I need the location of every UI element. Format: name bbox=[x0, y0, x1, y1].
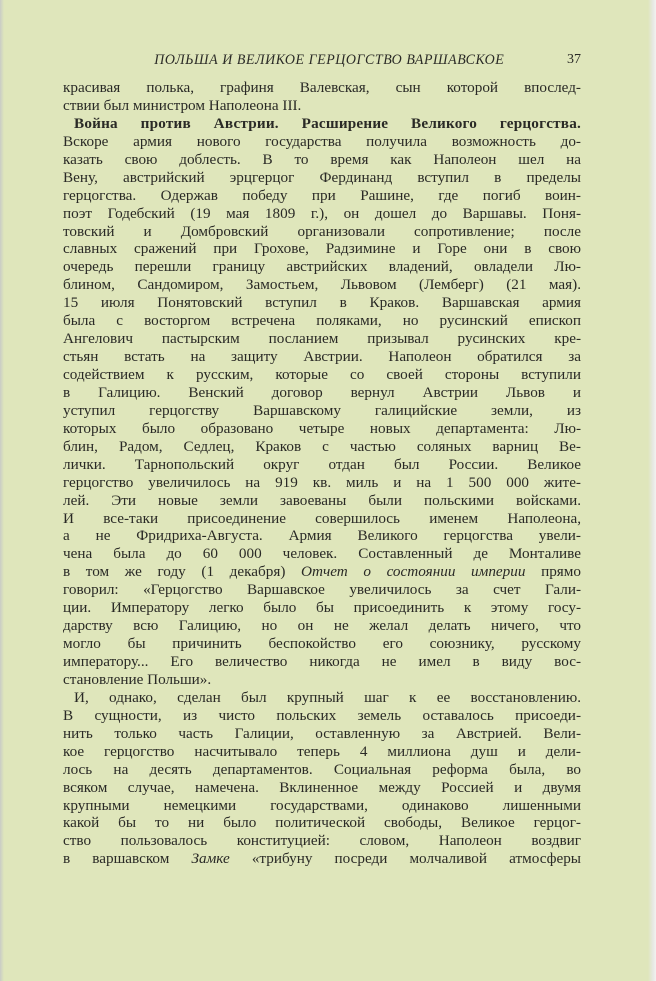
text-line: товский и Домбровский организовали сопротивление; после bbox=[63, 222, 581, 240]
text-line: стьян встать на защиту Австрии. Наполеон обратился за bbox=[63, 348, 581, 366]
text-line: уступил герцогству Варшавскому галицийские земли, из bbox=[63, 401, 581, 419]
text-line: ство пользовалось конституцией: словом, Наполеон воздвиг bbox=[63, 832, 581, 850]
text-segment: в варшавском bbox=[63, 850, 192, 868]
text-line: Ангелович пастырским посланием призывал русинских кре- bbox=[63, 330, 581, 348]
text-line: блином, Сандомиром, Замостьем, Львовом (Лемберг) (21 мая). bbox=[63, 276, 581, 294]
text-line: герцогства. Одержав победу при Рашине, где погиб воин- bbox=[63, 186, 581, 204]
text-line: крупными немецкими государствами, одинаково лишенными bbox=[63, 796, 581, 814]
text-line: Вену, австрийский эрцгерцог Фердинанд вступил в пределы bbox=[63, 168, 581, 186]
text-line: блин, Радом, Седлец, Краков с частью соляных варниц Ве- bbox=[63, 437, 581, 455]
text-line bbox=[63, 850, 581, 868]
text-line: императору... Его величество никогда не имел в виду вос- bbox=[63, 653, 581, 670]
text-segment: в том же году (1 декабря) bbox=[63, 563, 302, 581]
text-line: могло бы причинить беспокойство его союзнику, русскому bbox=[63, 635, 581, 653]
page-number: 37 bbox=[567, 52, 581, 67]
text-line bbox=[63, 563, 581, 581]
running-head-title: ПОЛЬША И ВЕЛИКОЕ ГЕРЦОГСТВО ВАРШАВСКОЕ bbox=[153, 52, 505, 68]
page-edge-right bbox=[648, 0, 656, 981]
text-line: говорил: «Герцогство Варшавское увеличилось за счет Гали- bbox=[63, 581, 581, 599]
text-line: какой бы то ни было политической свободы, Великое герцог- bbox=[63, 814, 581, 832]
text-line: красивая полька, графиня Валевская, сын которой впослед- bbox=[63, 79, 581, 96]
text-line: в Галицию. Венский договор вернул Австрии Львов и bbox=[63, 383, 581, 401]
text-line: очередь перешли границу австрийских владений, овладели Лю- bbox=[63, 258, 581, 276]
text-line: а не Фридриха-Августа. Армия Великого герцогства увели- bbox=[63, 527, 581, 545]
body-text bbox=[63, 79, 581, 868]
page-edge-left bbox=[0, 0, 4, 981]
text-line: лички. Тарнопольский округ отдан был России. Великое bbox=[63, 455, 581, 473]
text-line: дарству всю Галицию, но он не желал делать ничего, что bbox=[63, 617, 581, 635]
text-line: В сущности, из чисто польских земель оставалось присоеди- bbox=[63, 706, 581, 724]
text-line: ствии был министром Наполеона III. bbox=[63, 96, 302, 114]
text-line: казать свою доблесть. В то время как Наполеон шел на bbox=[63, 150, 581, 168]
text-line: содействием к русским, которые со своей стороны вступили bbox=[63, 366, 581, 383]
text-line: ции. Императору легко было бы присоединить к этому госу- bbox=[63, 599, 581, 617]
italic-title: Замке bbox=[191, 850, 230, 868]
text-line: лось на десять департаментов. Социальная реформа была, во bbox=[63, 760, 581, 778]
text-line: лей. Эти новые земли завоеваны были польскими войсками. bbox=[63, 491, 581, 509]
text-line: становление Польши». bbox=[63, 670, 212, 688]
text-line: всяком случае, намечена. Вклиненное между Россией и двумя bbox=[63, 778, 581, 796]
text-line: герцогство увеличилось на 919 кв. миль и на 1 500 000 жите- bbox=[63, 473, 581, 491]
text-line: Вскоре армия нового государства получила возможность до- bbox=[63, 132, 581, 150]
text-line: славных сражений при Грохове, Радзимине и Горе они в свою bbox=[63, 240, 581, 258]
text-line: И все-таки присоединение совершилось именем Наполеона, bbox=[63, 509, 581, 527]
italic-title: Отчет о состоянии империи bbox=[301, 563, 526, 581]
text-line: 15 июля Понятовский вступил в Краков. Варшавская армия bbox=[63, 294, 581, 312]
text-line: которых было образовано четыре новых департамента: Лю- bbox=[63, 419, 581, 437]
text-line: нить только часть Галиции, оставленную за Австрией. Вели- bbox=[63, 724, 581, 742]
book-page bbox=[63, 52, 581, 868]
text-line: И, однако, сделан был крупный шаг к ее восстановлению. bbox=[74, 688, 581, 706]
text-segment: прямо bbox=[525, 563, 581, 581]
text-line: была с восторгом встречена поляками, но русинский епископ bbox=[63, 312, 581, 330]
text-line: поэт Годебский (19 мая 1809 г.), он дошел до Варшавы. Поня- bbox=[63, 204, 581, 222]
running-head bbox=[63, 52, 581, 72]
text-line: кое герцогство насчитывало теперь 4 миллиона душ и дели- bbox=[63, 742, 581, 760]
section-heading-line: Война против Австрии. Расширение Великого герцогства. bbox=[74, 114, 581, 132]
text-line: чена была до 60 000 человек. Составленный де Монталиве bbox=[63, 545, 581, 563]
text-segment: «трибуну посреди молчаливой атмосферы bbox=[229, 850, 581, 868]
